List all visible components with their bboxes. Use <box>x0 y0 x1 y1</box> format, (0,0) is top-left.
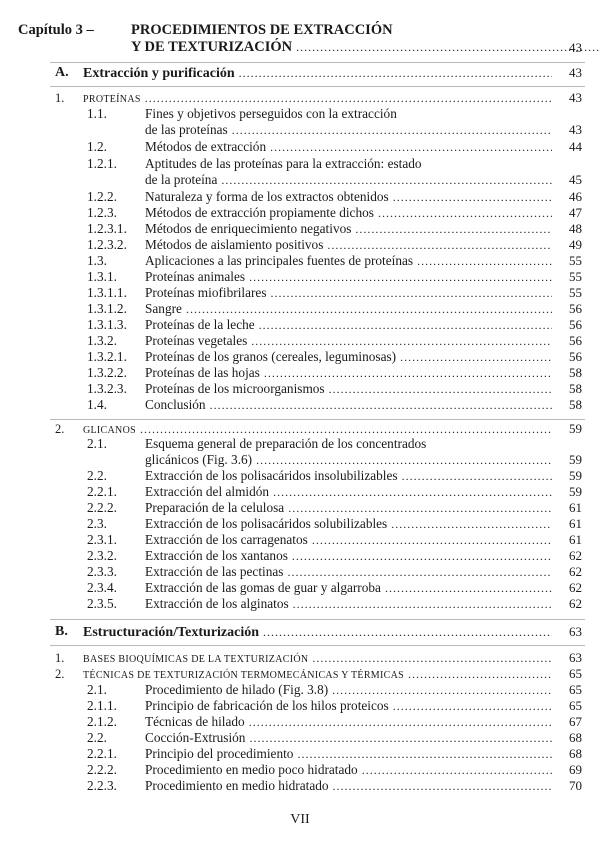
leader-dots <box>292 548 552 564</box>
toc-entry <box>0 714 600 730</box>
leader-dots <box>249 714 552 730</box>
toc-entry <box>0 468 600 484</box>
leader-dots <box>271 285 553 301</box>
toc-entry-number: 1.4. <box>87 397 107 412</box>
toc-entry-title <box>145 778 556 794</box>
toc-entry-page: 68 <box>569 730 582 745</box>
toc-entry-number: 2.1.2. <box>87 714 117 729</box>
toc-entry <box>0 682 600 698</box>
leader-dots <box>259 317 552 333</box>
toc-entry-number: 1.3.1. <box>87 269 117 284</box>
toc-entry-page: 47 <box>569 205 582 220</box>
leader-dots <box>329 381 552 397</box>
page-folio: VII <box>290 812 310 827</box>
toc-entry-text: Métodos de enriquecimiento negativos <box>145 221 352 236</box>
leader-dots <box>391 516 552 532</box>
toc-entry-number: 1.3.2.2. <box>87 365 127 380</box>
leader-dots <box>256 452 552 468</box>
divider <box>50 419 585 420</box>
leader-dots <box>400 349 552 365</box>
toc-entry-title <box>145 317 556 333</box>
toc-entry-title <box>145 349 556 365</box>
toc-entry-page: 59 <box>569 452 582 467</box>
toc-entry <box>0 698 600 714</box>
toc-entry <box>0 484 600 500</box>
toc-entry <box>0 746 600 762</box>
toc-entry <box>0 580 600 596</box>
toc-entry-text: de las proteínas <box>145 122 228 137</box>
leader-dots <box>385 580 552 596</box>
toc-entry-page: 48 <box>569 221 582 236</box>
leader-dots <box>270 139 552 155</box>
toc-entry-title <box>145 333 556 349</box>
toc-entry <box>0 237 600 253</box>
toc-entry-page: 55 <box>569 285 582 300</box>
toc-entry-page: 56 <box>569 333 582 348</box>
toc-entry-page: 69 <box>569 762 582 777</box>
leader-dots <box>249 730 552 746</box>
toc-entry-text: Extracción de los alginatos <box>145 596 289 611</box>
toc-entry-page: 63 <box>569 624 582 639</box>
toc-entry-title <box>145 516 556 532</box>
toc-entry-title <box>145 122 556 138</box>
toc-entry-title <box>145 205 556 221</box>
divider <box>50 645 585 646</box>
toc-entry-text: Métodos de aislamiento positivos <box>145 237 324 252</box>
toc-entry-text: glicánicos (Fig. 3.6) <box>145 452 253 467</box>
toc-entry-page: 61 <box>569 532 582 547</box>
toc-entry-title <box>145 221 556 237</box>
toc-entry-text: Procedimiento en medio hidratado <box>145 778 329 793</box>
toc-entry-text: Conclusión <box>145 397 206 412</box>
toc-entry-page: 62 <box>569 580 582 595</box>
toc-entry-page: 44 <box>569 139 582 154</box>
toc-entry-page: 65 <box>569 698 582 713</box>
toc-entry-text: Proteínas de los microorganismos <box>145 381 325 396</box>
toc-entry-number: 2.3. <box>87 516 107 531</box>
toc-entry-page: 68 <box>569 746 582 761</box>
leader-dots <box>327 237 552 253</box>
toc-entry-text: Esquema general de preparación de los concentrados <box>145 436 427 451</box>
leader-dots <box>239 65 552 81</box>
toc-entry-page: 59 <box>569 421 582 436</box>
toc-entry-text: Proteínas de la leche <box>145 317 255 332</box>
toc-entry <box>0 500 600 516</box>
toc-entry <box>0 122 600 138</box>
toc-entry-page: 56 <box>569 317 582 332</box>
toc-entry-page: 70 <box>569 778 582 793</box>
leader-dots <box>221 172 552 188</box>
toc-entry-text: Extracción de los xantanos <box>145 548 288 563</box>
toc-entry <box>0 381 600 397</box>
toc-entry-title <box>145 237 556 253</box>
toc-entry-title <box>145 698 556 714</box>
chapter-page-number: 43 <box>569 40 582 55</box>
toc-entry-page: 62 <box>569 564 582 579</box>
toc-entry-title <box>145 682 556 698</box>
toc-entry-page: 67 <box>569 714 582 729</box>
toc-entry-number: 2.3.4. <box>87 580 117 595</box>
toc-entry-text: Proteínas de las hojas <box>145 365 260 380</box>
toc-entry-page: 61 <box>569 500 582 515</box>
leader-dots <box>287 564 552 580</box>
chapter-title-line2 <box>131 39 561 56</box>
leader-dots <box>251 333 552 349</box>
toc-entry <box>0 189 600 205</box>
toc-entry-text: Principio de fabricación de los hilos proteicos <box>145 698 389 713</box>
divider <box>50 62 585 63</box>
toc-entry-title <box>145 762 556 778</box>
toc-entry-number: 1.3.2. <box>87 333 117 348</box>
toc-entry-number: 2.2. <box>87 730 107 745</box>
toc-entry-title <box>145 172 556 188</box>
toc-entry-page: 61 <box>569 516 582 531</box>
toc-entry-page: 46 <box>569 189 582 204</box>
toc-entry-title <box>145 253 556 269</box>
toc-entry-title <box>145 365 556 381</box>
toc-entry-title <box>83 65 556 82</box>
toc-entry-number: 1.2.3.2. <box>87 237 127 252</box>
toc-entry <box>0 778 600 794</box>
toc-entry-title <box>83 624 556 641</box>
toc-entry-number: 2.2.1. <box>87 484 117 499</box>
leader-dots <box>408 666 552 682</box>
toc-entry <box>0 532 600 548</box>
toc-entry-text: Sangre <box>145 301 182 316</box>
leader-dots <box>273 484 552 500</box>
toc-entry-page: 45 <box>569 172 582 187</box>
toc-entry-page: 56 <box>569 349 582 364</box>
toc-entry-number: 2.1.1. <box>87 698 117 713</box>
toc-entry-page: 55 <box>569 269 582 284</box>
toc-entry-text: Proteínas vegetales <box>145 333 248 348</box>
leader-dots <box>140 421 552 437</box>
toc-entry <box>0 596 600 612</box>
toc-entry-number: 1.1. <box>87 106 107 121</box>
toc-entry-text: Proteínas animales <box>145 269 246 284</box>
toc-entry-page: 58 <box>569 381 582 396</box>
toc-entry-title <box>145 580 556 596</box>
toc-entry-text: TÉCNICAS DE TEXTURIZACIÓN TERMOMECÁNICAS Y TÉRMICAS <box>83 670 404 681</box>
toc-entry-page: 59 <box>569 484 582 499</box>
toc-entry-number: 2.2. <box>87 468 107 483</box>
toc-entry-title <box>145 285 556 301</box>
toc-entry-number: 2.2.1. <box>87 746 117 761</box>
toc-entry-number: 2.3.5. <box>87 596 117 611</box>
toc-entry-text: PROTEÍNAS <box>83 94 141 105</box>
toc-entry-title <box>145 746 556 762</box>
toc-entry-text: Métodos de extracción propiamente dichos <box>145 205 374 220</box>
toc-entry-text: Estructuración/Texturización <box>83 625 260 640</box>
toc-entry-title <box>145 548 556 564</box>
toc-entry-number: 2.3.1. <box>87 532 117 547</box>
toc-entry-title <box>145 500 556 516</box>
toc-entry-number: 2.3.3. <box>87 564 117 579</box>
toc-entry-text: Procedimiento en medio poco hidratado <box>145 762 358 777</box>
toc-part <box>0 624 600 640</box>
leader-dots <box>145 90 552 106</box>
toc-entry-text: BASES BIOQUÍMICAS DE LA TEXTURIZACIÓN <box>83 654 309 665</box>
toc-entry <box>0 253 600 269</box>
toc-entry-title <box>145 156 556 172</box>
leader-dots <box>362 762 552 778</box>
chapter-title-line1: PROCEDIMIENTOS DE EXTRACCIÓN <box>131 22 393 38</box>
toc-entry-title <box>145 381 556 397</box>
toc-entry-text: Preparación de la celulosa <box>145 500 285 515</box>
toc-entry-title <box>145 301 556 317</box>
toc-entry-number: 1.3.2.3. <box>87 381 127 396</box>
leader-dots <box>288 500 552 516</box>
toc-entry-number: 1.3. <box>87 253 107 268</box>
toc-entry <box>0 516 600 532</box>
toc-entry-text: Proteínas miofibrilares <box>145 285 267 300</box>
toc-entry-text: Fines y objetivos perseguidos con la extracción <box>145 106 397 121</box>
toc-entry <box>0 205 600 221</box>
toc-entry <box>0 317 600 333</box>
leader-dots <box>355 221 552 237</box>
toc-entry-title <box>145 452 556 468</box>
toc-entry <box>0 139 600 155</box>
toc-entry-page: 62 <box>569 596 582 611</box>
toc-entry-number: 1.2. <box>87 139 107 154</box>
leader-dots <box>297 746 552 762</box>
toc-entry-number: 1.3.1.3. <box>87 317 127 332</box>
toc-entry-title <box>145 269 556 285</box>
toc-entry <box>0 333 600 349</box>
toc-entry-text: de la proteína <box>145 172 218 187</box>
toc-entry-text: Aptitudes de las proteínas para la extracción: estado <box>145 156 422 171</box>
leader-dots <box>333 778 552 794</box>
toc-entry-number: B. <box>55 624 68 639</box>
toc-entry-text: Extracción de las gomas de guar y algarroba <box>145 580 381 595</box>
toc-entry-page: 55 <box>569 253 582 268</box>
toc-entry-title <box>145 532 556 548</box>
toc-entry-number: 2.2.3. <box>87 778 117 793</box>
leader-dots <box>232 122 552 138</box>
chapter-label: Capítulo 3 – <box>18 22 94 38</box>
toc-entry-title <box>145 730 556 746</box>
toc-entry-title <box>145 714 556 730</box>
toc-part <box>0 65 600 81</box>
toc-entry <box>0 349 600 365</box>
toc-entry-number: 2.3.2. <box>87 548 117 563</box>
toc-entry-number: 1.2.3. <box>87 205 117 220</box>
leader-dots <box>378 205 552 221</box>
toc-entry-title <box>145 189 556 205</box>
toc-entry-title <box>145 139 556 155</box>
toc-entry-title <box>145 484 556 500</box>
toc-entry-page: 58 <box>569 397 582 412</box>
toc-entry-number: 1.3.2.1. <box>87 349 127 364</box>
leader-dots <box>312 650 552 666</box>
toc-entry-text: Aplicaciones a las principales fuentes de proteínas <box>145 253 414 268</box>
toc-entry-page: 59 <box>569 468 582 483</box>
toc-entry <box>0 365 600 381</box>
toc-entry-text: Extracción de los polisacáridos insolubilizables <box>145 468 398 483</box>
leader-dots <box>186 301 552 317</box>
toc-entry-text: Extracción de los carragenatos <box>145 532 308 547</box>
toc-entry-page: 43 <box>569 122 582 137</box>
chapter-leader <box>292 39 600 56</box>
leader-dots <box>293 596 552 612</box>
toc-entry <box>0 269 600 285</box>
toc-entry <box>0 436 600 452</box>
leader-dots <box>402 468 552 484</box>
toc-entry <box>0 301 600 317</box>
toc-entry-text: Cocción-Extrusión <box>145 730 246 745</box>
toc-section <box>0 90 600 106</box>
toc-entry-number: 1.2.2. <box>87 189 117 204</box>
toc-entry-text: Extracción del almidón <box>145 484 270 499</box>
toc-entry-title <box>145 106 556 122</box>
toc-entry <box>0 397 600 413</box>
toc-entry-page: 65 <box>569 682 582 697</box>
toc-entry-number: 2. <box>55 667 65 681</box>
divider <box>50 86 585 87</box>
toc-entry-text: Extracción de los polisacáridos solubilizables <box>145 516 388 531</box>
toc-entry-text: Proteínas de los granos (cereales, leguminosas) <box>145 349 397 364</box>
toc-entry-number: 1.2.3.1. <box>87 221 127 236</box>
toc-entry <box>0 285 600 301</box>
toc-entry-text: Principio del procedimiento <box>145 746 294 761</box>
toc-entry-text: Métodos de extracción <box>145 139 267 154</box>
toc-entry-page: 65 <box>569 666 582 681</box>
leader-dots <box>332 682 552 698</box>
toc-entry-page: 49 <box>569 237 582 252</box>
toc-entry-title <box>145 596 556 612</box>
toc-entry-text: Extracción y purificación <box>83 66 235 81</box>
toc-entry-text: Naturaleza y forma de los extractos obtenidos <box>145 189 389 204</box>
toc-entry-text: Técnicas de hilado <box>145 714 245 729</box>
toc-entry <box>0 452 600 468</box>
leader-dots <box>312 532 552 548</box>
toc-entry-number: 1.3.1.2. <box>87 301 127 316</box>
toc-entry <box>0 106 600 122</box>
toc-entry-number: 1. <box>55 91 65 105</box>
toc-entry-page: 62 <box>569 548 582 563</box>
toc-entry-page: 43 <box>569 65 582 80</box>
leader-dots <box>393 189 552 205</box>
toc-entry-text: Procedimiento de hilado (Fig. 3.8) <box>145 682 329 697</box>
toc-entry-number: 1.3.1.1. <box>87 285 127 300</box>
toc-entry-page: 58 <box>569 365 582 380</box>
toc-entry-number: 2. <box>55 422 65 436</box>
leader-dots <box>263 624 552 640</box>
toc-entry-title <box>145 436 556 452</box>
toc-entry-title <box>145 397 556 413</box>
toc-entry <box>0 221 600 237</box>
toc-entry-number: 2.1. <box>87 682 107 697</box>
toc-entry-number: 1.2.1. <box>87 156 117 171</box>
divider <box>50 619 585 620</box>
toc-entry-number: A. <box>55 65 69 80</box>
toc-section <box>0 421 600 437</box>
toc-entry <box>0 548 600 564</box>
toc-section <box>0 666 600 682</box>
toc-entry <box>0 730 600 746</box>
toc-section <box>0 650 600 666</box>
toc-entry <box>0 156 600 172</box>
toc-entry-number: 2.2.2. <box>87 762 117 777</box>
toc-entry-text: Extracción de las pectinas <box>145 564 284 579</box>
toc-entry-title <box>145 468 556 484</box>
toc-entry-title <box>145 564 556 580</box>
toc-entry-text: GLICANOS <box>83 425 136 436</box>
toc-entry-page: 43 <box>569 90 582 105</box>
toc-entry-number: 2.2.2. <box>87 500 117 515</box>
leader-dots <box>393 698 552 714</box>
leader-dots <box>249 269 552 285</box>
toc-entry <box>0 172 600 188</box>
toc-entry-page: 63 <box>569 650 582 665</box>
toc-entry <box>0 564 600 580</box>
leader-dots <box>417 253 552 269</box>
leader-dots <box>264 365 552 381</box>
toc-entry-number: 1. <box>55 651 65 665</box>
chapter-title-line2-text: Y DE TEXTURIZACIÓN <box>131 39 293 55</box>
toc-entry <box>0 762 600 778</box>
toc-entry-number: 2.1. <box>87 436 107 451</box>
leader-dots <box>210 397 552 413</box>
toc-entry-page: 56 <box>569 301 582 316</box>
